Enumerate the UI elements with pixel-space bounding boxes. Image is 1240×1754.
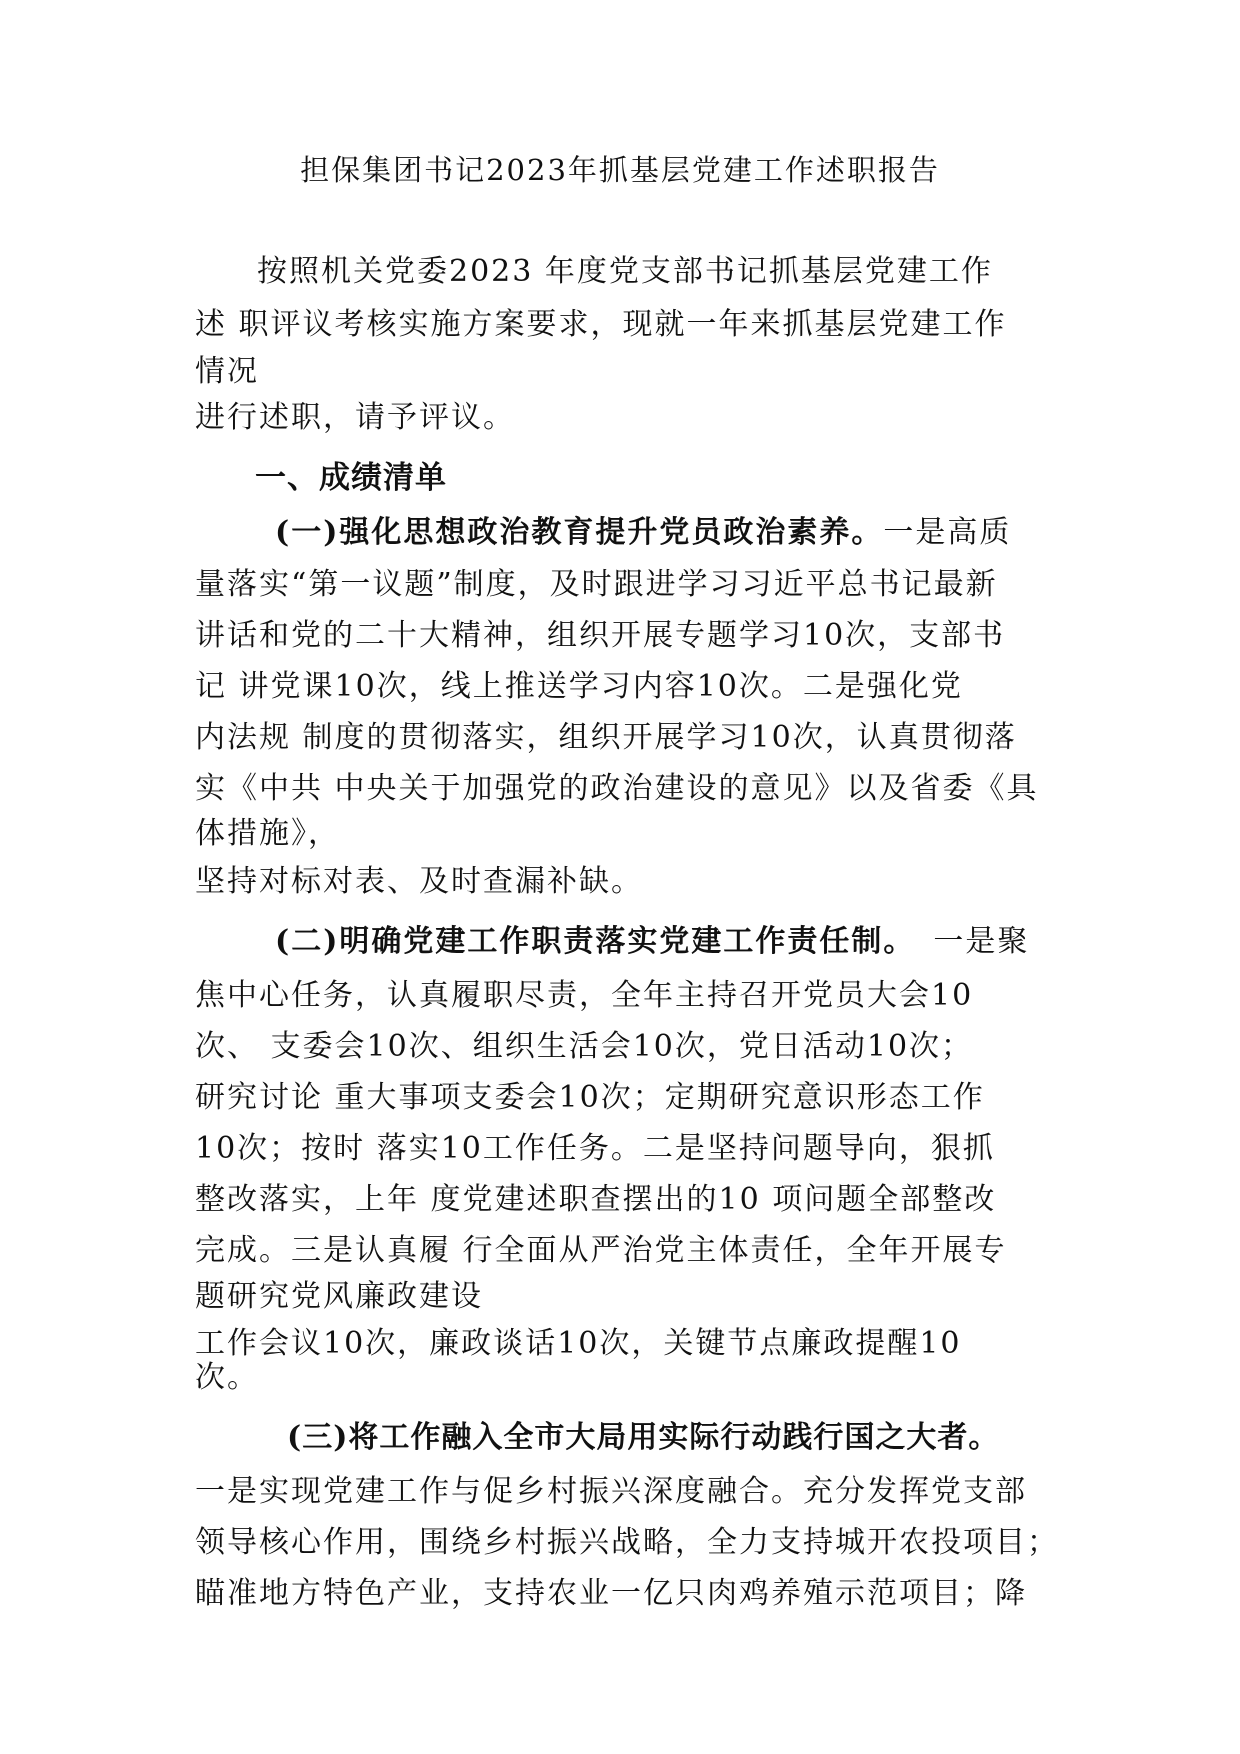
item2-line-5: 整改落实，上年 度党建述职查摆出的10 项问题全部整改: [195, 1182, 997, 1217]
item2-line-1: 焦中心任务，认真履职尽责，全年主持召开党员大会10: [195, 978, 974, 1013]
item1-line-7: 坚持对标对表、及时查漏补缺。: [195, 864, 643, 899]
item3-line-3: 瞄准地方特色产业，支持农业一亿只肉鸡养殖示范项目；降: [195, 1576, 1027, 1611]
document-title: 担保集团书记2023年抓基层党建工作述职报告: [300, 153, 940, 187]
item1-line-2: 讲话和党的二十大精神，组织开展专题学习10次，支部书: [195, 618, 1006, 653]
intro-line-1: 按照机关党委2023 年度党支部书记抓基层党建工作: [257, 254, 993, 289]
item1-line-3: 记 讲党课10次，线上推送学习内容10次。二是强化党: [195, 669, 963, 704]
intro-line-2: 述 职评议考核实施方案要求，现就一年来抓基层党建工作: [195, 307, 1007, 342]
item3-line-1: 一是实现党建工作与促乡村振兴深度融合。充分发挥党支部: [195, 1474, 1027, 1509]
item1-line-6: 体措施》，: [195, 816, 340, 851]
intro-line-3: 情况: [195, 354, 259, 389]
item1-first-line: [275, 513, 1011, 553]
item2-line-8: 工作会议10次，廉政谈话10次，关键节点廉政提醒10: [195, 1326, 962, 1361]
intro-line-4: 进行述职，请予评议。: [195, 400, 515, 435]
item2-line-7: 题研究党风廉政建设: [195, 1279, 483, 1314]
item1-heading: (一)强化思想政治教育提升党员政治素养。: [275, 515, 884, 550]
item1-line-5: 实《中共 中央关于加强党的政治建设的意见》以及省委《具: [195, 771, 1039, 806]
item2-line-9: 次。: [195, 1360, 259, 1395]
item1-line-4: 内法规 制度的贯彻落实，组织开展学习10次，认真贯彻落: [195, 720, 1017, 755]
item1-line-1: 量落实“第一议题”制度，及时跟进学习习近平总书记最新: [195, 567, 998, 602]
item2-first-line: [275, 922, 1029, 962]
item2-line-4: 10次；按时 落实10工作任务。二是坚持问题导向，狠抓: [195, 1131, 995, 1166]
item2-first-line-rest: 一是聚: [933, 924, 1030, 959]
item3-line-2: 领导核心作用，围绕乡村振兴战略，全力支持城开农投项目；: [195, 1525, 1059, 1560]
item2-line-3: 研究讨论 重大事项支委会10次；定期研究意识形态工作: [195, 1080, 985, 1115]
item2-line-2: 次、 支委会10次、组织生活会10次，党日活动10次；: [195, 1029, 974, 1064]
item1-first-line-rest: 一是高质: [883, 515, 1012, 550]
item2-heading: (二)明确党建工作职责落实党建工作责任制。: [275, 924, 916, 959]
item3-heading: (三)将工作融入全市大局用实际行动践行国之大者。: [287, 1420, 1000, 1455]
item2-line-6: 完成。三是认真履 行全面从严治党主体责任，全年开展专: [195, 1233, 1007, 1268]
section-heading-achievements: 一、成绩清单: [255, 460, 447, 496]
